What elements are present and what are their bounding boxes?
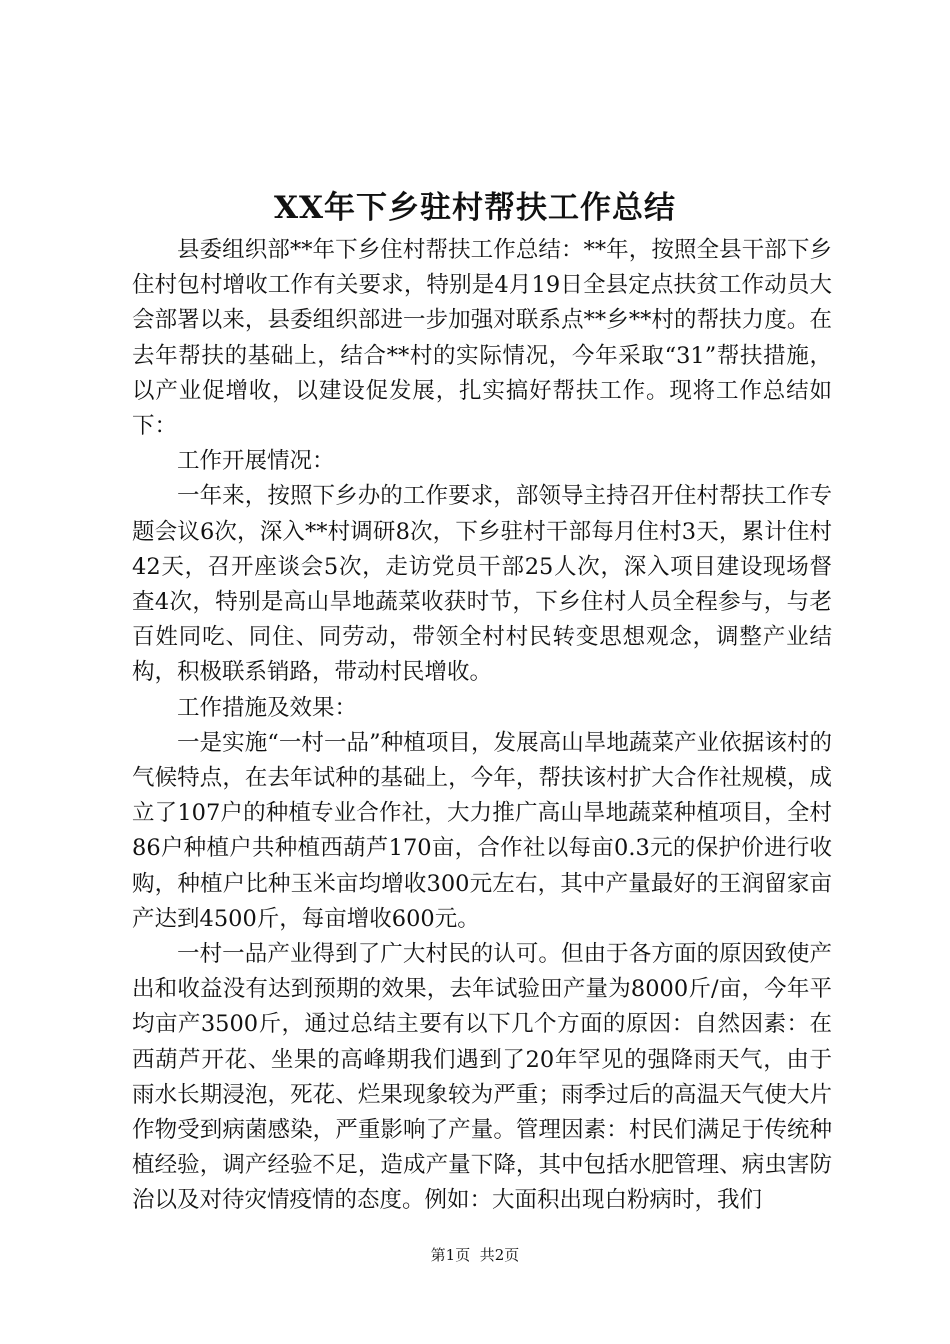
paragraph-results: 一村一品产业得到了广大村民的认可。但由于各方面的原因致使产出和收益没有达到预期的效果，去年试验田产量为8000斤/亩，今年平均亩产3500斤，通过总结主要有以下几个方面的原因：自然因素：在西葫芦开花、坐果的高峰期我们遇到了20年罕见的强降雨天气，由于雨水长期浸泡，死花、烂果现象较为严重；雨季过后的高温天气使大片作物受到病菌感染，严重影响了产量。管理因素：村民们满足于传统种植经验，调产经验不足，造成产量下降，其中包括水肥管理、病虫害防治以及对待灾情疫情的态度。例如：大面积出现白粉病时，我们 bbox=[132, 941, 832, 1214]
footer-separator bbox=[470, 1246, 480, 1264]
paragraph-intro: 县委组织部**年下乡住村帮扶工作总结：**年，按照全县干部下乡住村包村增收工作有关要求，特别是4月19日全县定点扶贫工作动员大会部署以来，县委组织部进一步加强对联系点**乡**村的帮扶力度。在去年帮扶的基础上，结合**村的实际情况，今年采取“31”帮扶措施，以产业促增收，以建设促发展，扎实搞好帮扶工作。现将工作总结如下： bbox=[132, 237, 832, 440]
page-number-total: 共2页 bbox=[479, 1246, 520, 1264]
paragraph-measure-one: 一是实施“一村一品”种植项目，发展高山旱地蔬菜产业依据该村的气候特点，在去年试种的基础上，今年，帮扶该村扩大合作社规模，成立了107户的种植专业合作社，大力推广高山旱地蔬菜种植项目，全村86户种植户共种植西葫芦170亩，合作社以每亩0.3元的保护价进行收购，种植户比种玉米亩均增收300元左右，其中产量最好的王润留家亩产达到4500斤，每亩增收600元。 bbox=[132, 729, 832, 932]
document-body bbox=[132, 233, 832, 1219]
page-number-current: 第1页 bbox=[430, 1246, 471, 1264]
page-footer bbox=[0, 1244, 950, 1266]
section-heading-work-status: 工作开展情况： bbox=[177, 448, 335, 475]
paragraph-work-status: 一年来，按照下乡办的工作要求，部领导主持召开住村帮扶工作专题会议6次，深入**村调研8次，下乡驻村干部每月住村3天，累计住村42天，召开座谈会5次，走访党员干部25人次，深入项目建设现场督查4次，特别是高山旱地蔬菜收获时节，下乡住村人员全程参与，与老百姓同吃、同住、同劳动，带领全村村民转变思想观念，调整产业结构，积极联系销路，带动村民增收。 bbox=[132, 483, 832, 686]
document-title: XX年下乡驻村帮扶工作总结 bbox=[273, 190, 677, 226]
section-heading-measures: 工作措施及效果： bbox=[177, 694, 358, 721]
